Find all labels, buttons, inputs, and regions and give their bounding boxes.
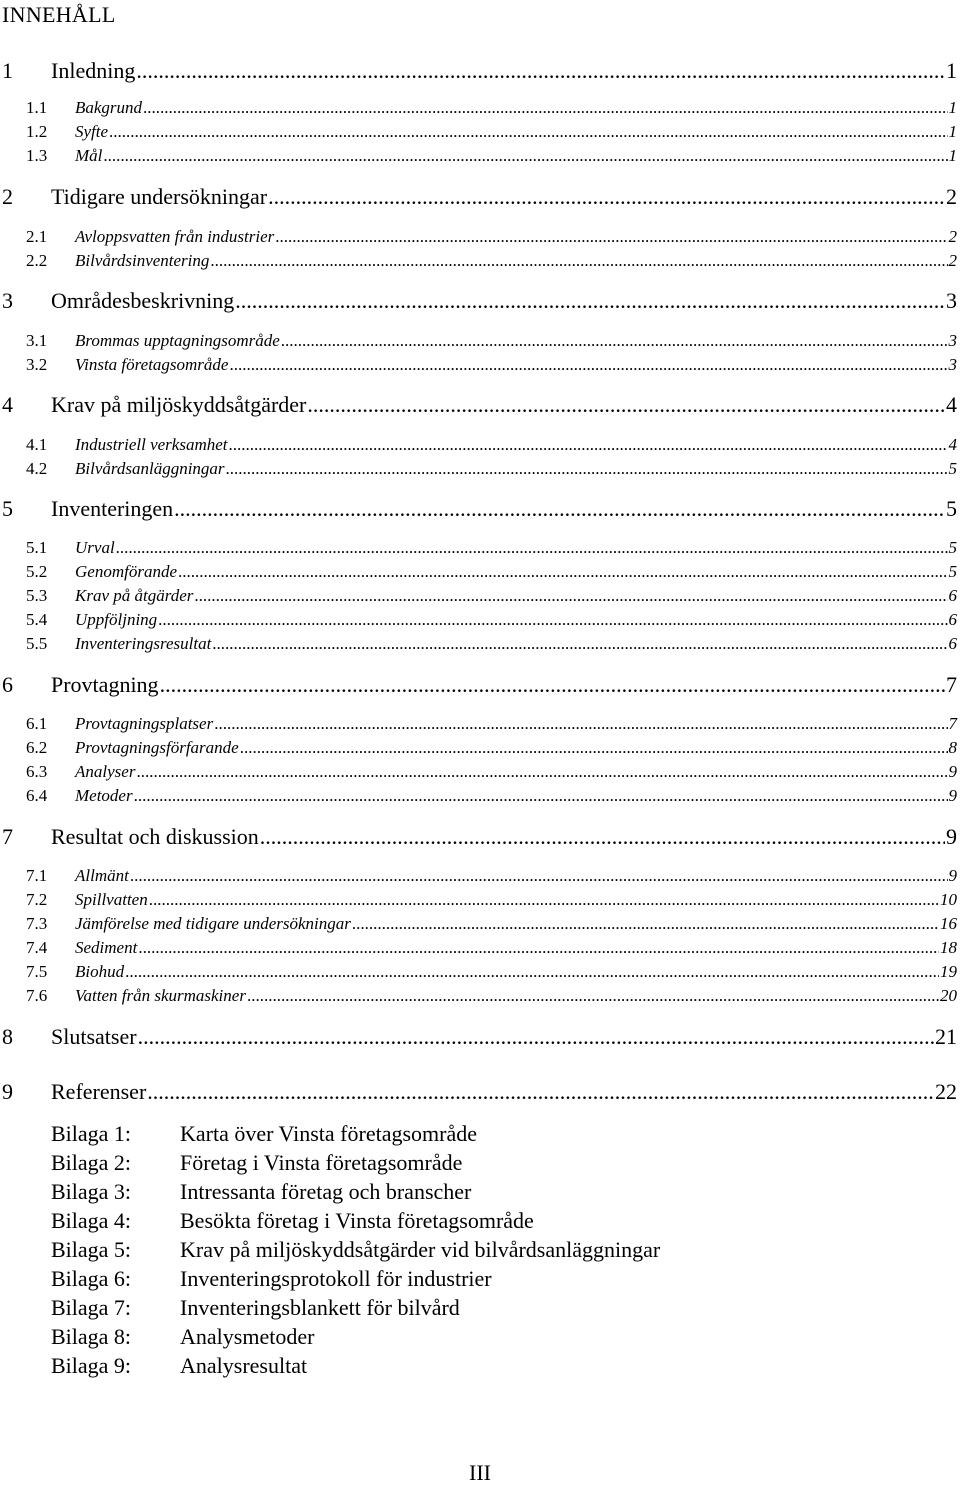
toc-section-entry[interactable] <box>0 561 960 583</box>
toc-dot-leader <box>260 823 945 851</box>
appendix-label: Bilaga 6: <box>51 1264 131 1293</box>
toc-entry-label: Mål <box>75 145 102 167</box>
toc-entry-label: Inledning <box>51 57 135 85</box>
toc-dot-leader <box>194 585 947 607</box>
toc-section-entry[interactable] <box>0 250 960 272</box>
appendix-label: Bilaga 1: <box>51 1119 131 1148</box>
appendix-entry[interactable] <box>0 1148 960 1177</box>
toc-entry-page: 16 <box>940 913 960 935</box>
toc-dot-leader <box>307 391 945 419</box>
toc-entry-label: Analyser <box>75 761 135 783</box>
toc-chapter-entry[interactable] <box>0 495 960 523</box>
appendix-title: Inventeringsblankett för bilvård <box>180 1293 460 1322</box>
appendix-title: Krav på miljöskyddsåtgärder vid bilvårdsanläggningar <box>180 1235 660 1264</box>
toc-section-entry[interactable] <box>0 330 960 352</box>
appendix-entry[interactable] <box>0 1351 960 1380</box>
appendix-entry[interactable] <box>0 1206 960 1235</box>
toc-entry-number: 1.2 <box>26 121 47 143</box>
toc-entry-label: Provtagning <box>51 671 159 699</box>
page-title: INNEHÅLL <box>2 2 116 28</box>
toc-entry-number: 6.4 <box>26 785 47 807</box>
toc-entry-number: 3.2 <box>26 354 47 376</box>
toc-dot-leader <box>147 1078 934 1106</box>
toc-entry-label: Krav på åtgärder <box>75 585 193 607</box>
appendix-title: Företag i Vinsta företagsområde <box>180 1148 462 1177</box>
toc-entry-label: Slutsatser <box>51 1023 137 1051</box>
toc-entry-page: 18 <box>940 937 960 959</box>
toc-dot-leader <box>149 889 939 911</box>
appendix-entry[interactable] <box>0 1322 960 1351</box>
toc-entry-page: 5 <box>949 458 960 480</box>
toc-entry-page: 3 <box>949 354 960 376</box>
toc-entry-page: 1 <box>949 97 960 119</box>
toc-dot-leader <box>136 57 945 85</box>
toc-entry-page: 9 <box>949 761 960 783</box>
toc-entry-page: 3 <box>946 287 960 315</box>
toc-section-entry[interactable] <box>0 889 960 911</box>
toc-chapter-entry[interactable] <box>0 671 960 699</box>
toc-chapter-entry[interactable] <box>0 391 960 419</box>
appendix-label: Bilaga 2: <box>51 1148 131 1177</box>
toc-entry-number: 6 <box>2 671 13 699</box>
appendix-title: Analysmetoder <box>180 1322 314 1351</box>
toc-section-entry[interactable] <box>0 785 960 807</box>
toc-section-entry[interactable] <box>0 434 960 456</box>
toc-section-entry[interactable] <box>0 985 960 1007</box>
toc-entry-label: Metoder <box>75 785 133 807</box>
appendix-entry[interactable] <box>0 1293 960 1322</box>
toc-entry-page: 1 <box>946 57 960 85</box>
toc-entry-label: Urval <box>75 537 115 559</box>
toc-entry-label: Inventeringsresultat <box>75 633 211 655</box>
toc-dot-leader <box>240 737 948 759</box>
toc-entry-label: Vatten från skurmaskiner <box>75 985 246 1007</box>
toc-entry-label: Biohud <box>75 961 124 983</box>
toc-chapter-entry[interactable] <box>0 1023 960 1051</box>
toc-dot-leader <box>235 287 945 315</box>
toc-entry-number: 7 <box>2 823 13 851</box>
toc-entry-label: Provtagningsförfarande <box>75 737 239 759</box>
toc-section-entry[interactable] <box>0 609 960 631</box>
toc-entry-label: Syfte <box>75 121 108 143</box>
appendix-label: Bilaga 7: <box>51 1293 131 1322</box>
toc-entry-page: 5 <box>949 537 960 559</box>
toc-section-entry[interactable] <box>0 937 960 959</box>
toc-dot-leader <box>268 183 945 211</box>
toc-dot-leader <box>158 609 947 631</box>
toc-entry-number: 1.3 <box>26 145 47 167</box>
toc-entry-number: 5 <box>2 495 13 523</box>
toc-dot-leader <box>214 713 947 735</box>
toc-entry-label: Områdesbeskrivning <box>51 287 234 315</box>
appendix-label: Bilaga 8: <box>51 1322 131 1351</box>
toc-entry-number: 6.3 <box>26 761 47 783</box>
toc-entry-page: 19 <box>940 961 960 983</box>
toc-entry-page: 21 <box>935 1023 960 1051</box>
toc-dot-leader <box>138 1023 934 1051</box>
toc-dot-leader <box>130 865 948 887</box>
toc-dot-leader <box>275 226 947 248</box>
toc-section-entry[interactable] <box>0 865 960 887</box>
toc-entry-page: 5 <box>949 561 960 583</box>
toc-entry-label: Provtagningsplatser <box>75 713 213 735</box>
toc-section-entry[interactable] <box>0 633 960 655</box>
toc-entry-page: 7 <box>946 671 960 699</box>
toc-chapter-entry[interactable] <box>0 287 960 315</box>
toc-entry-number: 7.2 <box>26 889 47 911</box>
toc-entry-page: 10 <box>940 889 960 911</box>
toc-entry-number: 3.1 <box>26 330 47 352</box>
toc-section-entry[interactable] <box>0 458 960 480</box>
toc-dot-leader <box>125 961 939 983</box>
toc-dot-leader <box>226 458 948 480</box>
toc-entry-number: 9 <box>2 1078 13 1106</box>
toc-entry-label: Bakgrund <box>75 97 142 119</box>
toc-entry-number: 5.1 <box>26 537 47 559</box>
toc-entry-number: 1.1 <box>26 97 47 119</box>
toc-entry-label: Sediment <box>75 937 137 959</box>
toc-entry-number: 7.6 <box>26 985 47 1007</box>
toc-entry-number: 5.2 <box>26 561 47 583</box>
toc-entry-page: 1 <box>949 121 960 143</box>
toc-entry-page: 6 <box>949 585 960 607</box>
toc-entry-label: Industriell verksamhet <box>75 434 228 456</box>
toc-entry-number: 7.5 <box>26 961 47 983</box>
appendix-entry[interactable] <box>0 1177 960 1206</box>
toc-entry-page: 6 <box>949 609 960 631</box>
appendix-title: Inventeringsprotokoll för industrier <box>180 1264 492 1293</box>
toc-entry-page: 4 <box>946 391 960 419</box>
toc-section-entry[interactable] <box>0 913 960 935</box>
toc-section-entry[interactable] <box>0 145 960 167</box>
appendix-title: Analysresultat <box>180 1351 307 1380</box>
toc-entry-label: Jämförelse med tidigare undersökningar <box>75 913 351 935</box>
toc-chapter-entry[interactable] <box>0 1078 960 1106</box>
appendix-entry[interactable] <box>0 1264 960 1293</box>
toc-entry-label: Allmänt <box>75 865 129 887</box>
toc-dot-leader <box>247 985 939 1007</box>
toc-entry-number: 7.1 <box>26 865 47 887</box>
toc-section-entry[interactable] <box>0 737 960 759</box>
appendix-entry[interactable] <box>0 1235 960 1264</box>
toc-entry-number: 2.1 <box>26 226 47 248</box>
toc-entry-number: 1 <box>2 57 13 85</box>
toc-entry-number: 2.2 <box>26 250 47 272</box>
toc-entry-number: 5.4 <box>26 609 47 631</box>
toc-entry-label: Bilvårdsanläggningar <box>75 458 225 480</box>
toc-entry-page: 20 <box>940 985 960 1007</box>
appendix-title: Besökta företag i Vinsta företagsområde <box>180 1206 534 1235</box>
appendix-entry[interactable] <box>0 1119 960 1148</box>
toc-dot-leader <box>116 537 948 559</box>
toc-dot-leader <box>352 913 939 935</box>
toc-dot-leader <box>174 495 945 523</box>
toc-dot-leader <box>103 145 947 167</box>
appendix-label: Bilaga 5: <box>51 1235 131 1264</box>
toc-section-entry[interactable] <box>0 97 960 119</box>
toc-entry-page: 8 <box>949 737 960 759</box>
toc-entry-number: 5.3 <box>26 585 47 607</box>
toc-entry-page: 2 <box>949 250 960 272</box>
toc-section-entry[interactable] <box>0 121 960 143</box>
toc-entry-number: 7.3 <box>26 913 47 935</box>
toc-section-entry[interactable] <box>0 226 960 248</box>
toc-entry-number: 4.1 <box>26 434 47 456</box>
toc-entry-label: Avloppsvatten från industrier <box>75 226 274 248</box>
toc-section-entry[interactable] <box>0 537 960 559</box>
page-number: III <box>0 1460 960 1486</box>
toc-chapter-entry[interactable] <box>0 823 960 851</box>
toc-section-entry[interactable] <box>0 354 960 376</box>
toc-entry-page: 7 <box>949 713 960 735</box>
appendix-label: Bilaga 9: <box>51 1351 131 1380</box>
toc-entry-label: Krav på miljöskyddsåtgärder <box>51 391 306 419</box>
toc-entry-number: 8 <box>2 1023 13 1051</box>
toc-entry-label: Spillvatten <box>75 889 148 911</box>
toc-entry-page: 3 <box>949 330 960 352</box>
toc-dot-leader <box>134 785 948 807</box>
appendix-title: Karta över Vinsta företagsområde <box>180 1119 477 1148</box>
toc-entry-page: 9 <box>946 823 960 851</box>
toc-dot-leader <box>109 121 947 143</box>
toc-entry-label: Brommas upptagningsområde <box>75 330 280 352</box>
toc-entry-page: 22 <box>935 1078 960 1106</box>
toc-section-entry[interactable] <box>0 585 960 607</box>
toc-entry-page: 2 <box>949 226 960 248</box>
toc-entry-label: Genomförande <box>75 561 177 583</box>
toc-entry-page: 4 <box>949 434 960 456</box>
toc-dot-leader <box>210 250 947 272</box>
toc-entry-label: Vinsta företagsområde <box>75 354 228 376</box>
toc-entry-label: Referenser <box>51 1078 146 1106</box>
toc-entry-page: 5 <box>946 495 960 523</box>
toc-entry-page: 9 <box>949 785 960 807</box>
toc-entry-page: 9 <box>949 865 960 887</box>
toc-entry-number: 6.2 <box>26 737 47 759</box>
appendix-title: Intressanta företag och branscher <box>180 1177 471 1206</box>
toc-dot-leader <box>229 434 948 456</box>
toc-dot-leader <box>138 937 939 959</box>
toc-dot-leader <box>212 633 947 655</box>
toc-entry-number: 7.4 <box>26 937 47 959</box>
toc-entry-page: 1 <box>949 145 960 167</box>
toc-dot-leader <box>136 761 947 783</box>
toc-chapter-entry[interactable] <box>0 183 960 211</box>
toc-entry-number: 3 <box>2 287 13 315</box>
toc-entry-label: Bilvårdsinventering <box>75 250 209 272</box>
toc-chapter-entry[interactable] <box>0 57 960 85</box>
toc-entry-number: 4.2 <box>26 458 47 480</box>
toc-section-entry[interactable] <box>0 961 960 983</box>
toc-section-entry[interactable] <box>0 713 960 735</box>
toc-dot-leader <box>160 671 945 699</box>
toc-entry-label: Resultat och diskussion <box>51 823 259 851</box>
toc-dot-leader <box>229 354 947 376</box>
toc-entry-label: Inventeringen <box>51 495 173 523</box>
toc-section-entry[interactable] <box>0 761 960 783</box>
toc-entry-number: 6.1 <box>26 713 47 735</box>
toc-entry-number: 2 <box>2 183 13 211</box>
appendix-label: Bilaga 4: <box>51 1206 131 1235</box>
toc-dot-leader <box>281 330 948 352</box>
toc-entry-page: 2 <box>946 183 960 211</box>
toc-entry-number: 4 <box>2 391 13 419</box>
toc-dot-leader <box>178 561 948 583</box>
toc-dot-leader <box>143 97 947 119</box>
toc-entry-number: 5.5 <box>26 633 47 655</box>
toc-entry-label: Tidigare undersökningar <box>51 183 267 211</box>
toc-entry-page: 6 <box>949 633 960 655</box>
appendix-label: Bilaga 3: <box>51 1177 131 1206</box>
toc-entry-label: Uppföljning <box>75 609 157 631</box>
